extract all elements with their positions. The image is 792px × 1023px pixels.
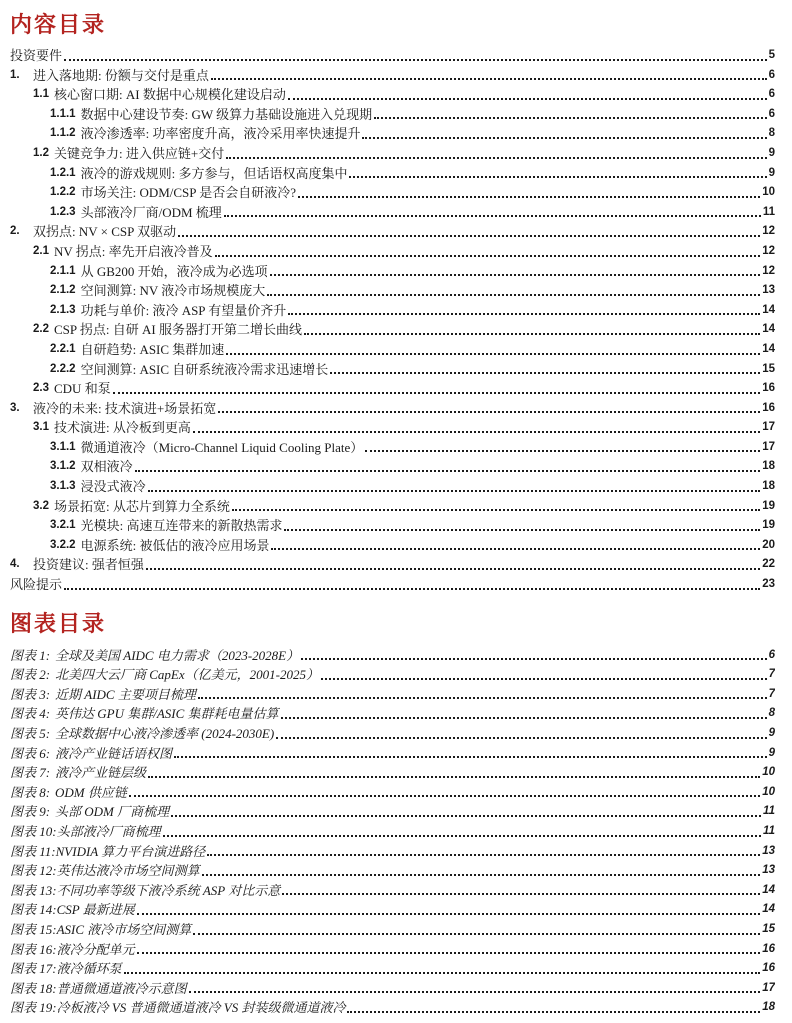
toc-entry-label: 技术演进: 从冷板到更高 — [54, 420, 191, 436]
dot-leader — [347, 1011, 760, 1013]
content-toc-list — [10, 46, 775, 595]
toc-entry-number: 4. — [10, 558, 20, 571]
page-number: 10 — [762, 766, 775, 779]
toc-entry-label: 头部液冷厂商/ODM 梳理 — [80, 204, 222, 220]
figure-entry-title: ASIC 液冷市场空间测算 — [56, 921, 192, 937]
toc-entry-label: 市场关注: ODM/CSP 是否会自研液冷? — [80, 185, 297, 201]
content-toc-entry[interactable] — [10, 46, 775, 66]
toc-entry-number: 2.2.2 — [50, 362, 76, 375]
page-number: 19 — [762, 499, 775, 512]
page-number: 7 — [768, 687, 775, 700]
content-toc-entry[interactable] — [10, 438, 775, 458]
content-toc-entry[interactable] — [10, 575, 775, 595]
figure-entry-title: NVIDIA 算力平台演进路径 — [55, 843, 206, 859]
page-number: 18 — [762, 480, 775, 493]
toc-entry-label: 液冷的未来: 技术演进+场景拓宽 — [33, 400, 217, 416]
toc-entry-number: 1.1.1 — [50, 107, 76, 120]
page-number: 13 — [762, 864, 775, 877]
figure-entry-number: 图表 13: — [10, 882, 57, 898]
figure-entry-number: 图表 4: — [10, 706, 51, 722]
figure-toc-entry[interactable] — [10, 822, 775, 842]
page-number: 14 — [762, 342, 775, 355]
figure-toc-list — [10, 646, 775, 1018]
toc-entry-label: 双相液冷 — [80, 459, 133, 475]
page-number: 12 — [762, 244, 775, 257]
page-number: 14 — [762, 303, 775, 316]
page-number: 6 — [768, 107, 775, 120]
figure-toc-entry[interactable] — [10, 704, 775, 724]
page-number: 13 — [762, 284, 775, 297]
dot-leader — [282, 893, 760, 895]
dot-leader — [198, 697, 767, 699]
toc-entry-number: 2.1.1 — [50, 264, 76, 277]
dot-leader — [137, 952, 761, 954]
toc-entry-label: 数据中心建设节奏: GW 级算力基础设施进入兑现期 — [80, 106, 373, 122]
dot-leader — [174, 756, 767, 758]
page-number: 13 — [762, 844, 775, 857]
figure-entry-number: 图表 16: — [10, 941, 57, 957]
page-number: 8 — [768, 127, 775, 140]
figure-entry-title: 头部液冷厂商梳理 — [56, 823, 161, 839]
figure-entry-title: 冷板液冷 VS 普通微通道液冷 VS 封装级微通道液冷 — [56, 1000, 346, 1016]
content-toc-entry[interactable] — [10, 281, 775, 301]
toc-entry-number: 2.3 — [33, 382, 49, 395]
figure-entry-title: CSP 最新进展 — [56, 902, 135, 918]
toc-entry-number: 3.1.1 — [50, 440, 76, 453]
dot-leader — [207, 854, 760, 856]
figure-entry-title: ODM 供应链 — [55, 784, 127, 800]
figure-toc-entry[interactable] — [10, 900, 775, 920]
toc-entry-label: 风险提示 — [10, 577, 63, 593]
toc-entry-number: 2.1.2 — [50, 284, 76, 297]
dot-leader — [178, 235, 760, 237]
figure-toc-entry[interactable] — [10, 861, 775, 881]
content-toc-entry[interactable] — [10, 536, 775, 556]
toc-entry-label: 浸没式液冷 — [80, 479, 146, 495]
figure-toc-entry[interactable] — [10, 802, 775, 822]
toc-entry-label: 从 GB200 开始，液冷成为必选项 — [80, 263, 268, 279]
content-toc-entry[interactable] — [10, 242, 775, 262]
figure-entry-title: 近期 AIDC 主要项目梳理 — [55, 686, 196, 702]
page-number: 16 — [762, 401, 775, 414]
dot-leader — [330, 372, 760, 374]
dot-leader — [304, 333, 760, 335]
toc-entry-number: 3.1.3 — [50, 480, 76, 493]
page-number: 17 — [762, 440, 775, 453]
dot-leader — [171, 815, 761, 817]
page-number: 14 — [762, 323, 775, 336]
dot-leader — [226, 157, 766, 159]
figure-toc-entry[interactable] — [10, 920, 775, 940]
toc-entry-label: 空间测算: ASIC 自研系统液冷需求迅速增长 — [80, 361, 329, 377]
toc-entry-label: 光模块: 高速互连带来的新散热需求 — [80, 518, 283, 534]
figure-toc-heading: 图表目录 — [10, 610, 107, 636]
dot-leader — [267, 294, 760, 296]
figure-toc-entry[interactable] — [10, 665, 775, 685]
content-toc-entry[interactable] — [10, 262, 775, 282]
page-number: 16 — [762, 382, 775, 395]
toc-entry-number: 2.2.1 — [50, 342, 76, 355]
figure-entry-number: 图表 10: — [10, 823, 57, 839]
page-number: 12 — [762, 225, 775, 238]
dot-leader — [321, 678, 767, 680]
toc-entry-label: CDU 和泵 — [54, 381, 111, 397]
dot-leader — [146, 568, 760, 570]
figure-entry-title: 北美四大云厂商 CapEx（亿美元，2001-2025） — [55, 667, 319, 683]
figure-entry-number: 图表 12: — [10, 863, 57, 879]
toc-entry-label: 双拐点: NV × CSP 双驱动 — [33, 224, 177, 240]
content-toc-entry[interactable] — [10, 477, 775, 497]
dot-leader — [270, 274, 761, 276]
page-number: 23 — [762, 578, 775, 591]
toc-entry-number: 3.2.2 — [50, 538, 76, 551]
page-number: 9 — [768, 146, 775, 159]
toc-entry-number: 2.2 — [33, 323, 49, 336]
dot-leader — [218, 411, 760, 413]
content-toc-entry[interactable] — [10, 222, 775, 242]
figure-entry-title: 英伟达液冷市场空间测算 — [56, 863, 200, 879]
figure-entry-title: 液冷分配单元 — [56, 941, 135, 957]
toc-entry-label: 微通道液冷（Micro-Channel Liquid Cooling Plate） — [80, 439, 364, 455]
figure-toc-entry[interactable] — [10, 724, 775, 744]
dot-leader — [148, 776, 760, 778]
content-toc-heading: 内容目录 — [10, 12, 107, 37]
toc-entry-number: 1.2 — [33, 146, 49, 159]
figure-toc-entry[interactable] — [10, 881, 775, 901]
toc-entry-number: 1.1 — [33, 88, 49, 101]
page-number: 17 — [762, 421, 775, 434]
content-toc-entry[interactable] — [10, 418, 775, 438]
toc-entry-label: 核心窗口期: AI 数据中心规模化建设启动 — [54, 87, 286, 103]
toc-entry-label: 关键竞争力: 进入供应链+交付 — [54, 145, 225, 161]
toc-entry-label: NV 拐点: 率先开启液冷普及 — [54, 243, 213, 259]
figure-entry-number: 图表 18: — [10, 980, 57, 996]
toc-entry-number: 1.2.2 — [50, 186, 76, 199]
page-number: 10 — [762, 785, 775, 798]
page-number: 16 — [762, 942, 775, 955]
toc-entry-label: 功耗与单价: 液冷 ASP 有望量价齐升 — [80, 302, 287, 318]
page-number: 11 — [763, 824, 775, 837]
page-number: 7 — [768, 668, 775, 681]
page-number: 5 — [768, 49, 775, 61]
dot-leader — [193, 431, 760, 433]
toc-entry-number: 2.1 — [33, 244, 49, 257]
figure-entry-number: 图表 2: — [10, 667, 51, 683]
figure-entry-number: 图表 11: — [10, 843, 56, 859]
figure-entry-number: 图表 14: — [10, 902, 57, 918]
content-toc-entry[interactable] — [10, 379, 775, 399]
dot-leader — [298, 196, 760, 198]
figure-toc-entry[interactable] — [10, 744, 775, 764]
figure-entry-title: 全球及美国 AIDC 电力需求（2023-2028E） — [55, 647, 300, 663]
figure-toc-entry[interactable] — [10, 842, 775, 862]
dot-leader — [163, 835, 761, 837]
page-number: 22 — [762, 558, 775, 571]
dot-leader — [301, 658, 766, 660]
dot-leader — [113, 392, 761, 394]
content-toc-entry[interactable] — [10, 66, 775, 86]
content-toc-entry[interactable] — [10, 555, 775, 575]
dot-leader — [64, 59, 767, 61]
page-number: 15 — [762, 362, 775, 375]
dot-leader — [64, 588, 760, 590]
dot-leader — [226, 353, 760, 355]
dot-leader — [281, 717, 767, 719]
dot-leader — [124, 972, 761, 974]
page-number: 17 — [762, 981, 775, 994]
page-number: 14 — [762, 903, 775, 916]
figure-toc-entry[interactable] — [10, 979, 775, 999]
figure-entry-title: 普通微通道液冷示意图 — [56, 980, 187, 996]
page-number: 9 — [768, 727, 775, 739]
dot-leader — [129, 795, 760, 797]
figure-entry-number: 图表 1: — [10, 647, 51, 663]
page-number: 12 — [762, 264, 775, 277]
dot-leader — [189, 991, 761, 993]
content-toc-entry[interactable] — [10, 164, 775, 184]
figure-toc-entry[interactable] — [10, 763, 775, 783]
page-number: 6 — [768, 648, 775, 661]
figure-entry-number: 图表 17: — [10, 961, 57, 977]
figure-toc-entry[interactable] — [10, 959, 775, 979]
toc-entry-number: 1.2.1 — [50, 166, 76, 179]
toc-entry-number: 1. — [10, 68, 20, 81]
page-number: 9 — [768, 746, 775, 759]
figure-entry-number: 图表 3: — [10, 686, 51, 702]
content-toc-entry[interactable] — [10, 85, 775, 105]
content-toc-entry[interactable] — [10, 516, 775, 536]
figure-entry-number: 图表 19: — [10, 1000, 57, 1016]
toc-entry-number: 3.2.1 — [50, 519, 76, 532]
page-number: 15 — [762, 922, 775, 935]
dot-leader — [224, 215, 761, 217]
toc-entry-number: 2. — [10, 225, 20, 238]
toc-entry-label: 投资建议: 强者恒强 — [33, 557, 144, 573]
dot-leader — [284, 529, 760, 531]
dot-leader — [193, 933, 760, 935]
figure-entry-title: 液冷产业链层级 — [55, 765, 147, 781]
toc-entry-label: 自研趋势: ASIC 集群加速 — [80, 341, 225, 357]
content-toc-entry[interactable] — [10, 457, 775, 477]
page-number: 11 — [762, 205, 775, 218]
figure-toc-entry[interactable] — [10, 998, 775, 1018]
figure-entry-number: 图表 9: — [10, 804, 51, 820]
content-toc-entry[interactable] — [10, 360, 775, 380]
page-number: 19 — [762, 519, 775, 532]
toc-entry-number: 1.1.2 — [50, 127, 76, 140]
dot-leader — [276, 737, 766, 739]
dot-leader — [362, 137, 766, 139]
dot-leader — [288, 313, 760, 315]
page-number: 16 — [762, 962, 775, 975]
dot-leader — [137, 913, 760, 915]
dot-leader — [148, 490, 761, 492]
page-number: 6 — [768, 88, 775, 101]
toc-entry-label: 投资要件 — [10, 48, 63, 63]
toc-entry-label: 空间测算: NV 液冷市场规模庞大 — [80, 283, 266, 299]
page-number: 18 — [762, 1001, 775, 1014]
page-number: 20 — [762, 538, 775, 551]
toc-entry-number: 3.1 — [33, 421, 49, 434]
toc-entry-label: 液冷的游戏规则: 多方参与，但话语权高度集中 — [80, 165, 348, 181]
toc-entry-number: 3.2 — [33, 499, 49, 512]
page-number: 6 — [768, 68, 775, 81]
content-toc-entry[interactable] — [10, 124, 775, 144]
toc-entry-number: 2.1.3 — [50, 303, 76, 316]
dot-leader — [211, 78, 767, 80]
figure-entry-number: 图表 8: — [10, 784, 51, 800]
figure-entry-number: 图表 5: — [10, 726, 51, 741]
content-toc-entry[interactable] — [10, 340, 775, 360]
content-toc-entry[interactable] — [10, 105, 775, 125]
figure-entry-title: 全球数据中心液冷渗透率 (2024-2030E) — [55, 726, 275, 741]
figure-toc-entry[interactable] — [10, 685, 775, 705]
toc-entry-number: 3. — [10, 401, 20, 414]
dot-leader — [232, 509, 760, 511]
figure-entry-title: 头部 ODM 厂商梳理 — [55, 804, 170, 820]
page-number: 18 — [762, 460, 775, 473]
toc-entry-label: 液冷渗透率: 功率密度升高，液冷采用率快速提升 — [80, 126, 361, 142]
figure-entry-title: 液冷循环泵 — [56, 961, 122, 977]
figure-entry-title: 液冷产业链话语权图 — [55, 745, 173, 761]
toc-entry-label: 进入落地期: 份额与交付是重点 — [33, 67, 209, 83]
page-number: 8 — [768, 707, 775, 720]
page-number: 10 — [762, 186, 775, 199]
content-toc-entry[interactable] — [10, 183, 775, 203]
content-toc-entry[interactable] — [10, 399, 775, 419]
figure-entry-number: 图表 7: — [10, 765, 51, 781]
figure-toc-entry[interactable] — [10, 940, 775, 960]
dot-leader — [271, 548, 760, 550]
toc-entry-number: 1.2.3 — [50, 205, 76, 218]
toc-entry-label: 电源系统: 被低估的液冷应用场景 — [80, 537, 270, 553]
content-toc-entry[interactable] — [10, 497, 775, 517]
figure-toc-entry[interactable] — [10, 646, 775, 666]
dot-leader — [374, 117, 766, 119]
page-number: 14 — [762, 883, 775, 896]
content-toc-entry[interactable] — [10, 301, 775, 321]
figure-toc-entry[interactable] — [10, 783, 775, 803]
content-toc-entry[interactable] — [10, 203, 775, 223]
dot-leader — [215, 255, 761, 257]
toc-entry-label: CSP 拐点: 自研 AI 服务器打开第二增长曲线 — [54, 322, 302, 338]
dot-leader — [349, 176, 766, 178]
toc-entry-number: 3.1.2 — [50, 460, 76, 473]
content-toc-entry[interactable] — [10, 144, 775, 164]
figure-entry-title: 英伟达 GPU 集群/ASIC 集群耗电量估算 — [55, 706, 279, 722]
dot-leader — [365, 450, 760, 452]
dot-leader — [288, 98, 767, 100]
page-number: 9 — [768, 166, 775, 179]
figure-entry-number: 图表 6: — [10, 745, 51, 761]
page-number: 11 — [763, 805, 775, 818]
figure-entry-title: 不同功率等级下液冷系统 ASP 对比示意 — [56, 882, 281, 898]
figure-entry-number: 图表 15: — [10, 921, 57, 937]
toc-entry-label: 场景拓宽: 从芯片到算力全系统 — [54, 498, 230, 514]
dot-leader — [202, 874, 761, 876]
dot-leader — [135, 470, 761, 472]
content-toc-entry[interactable] — [10, 320, 775, 340]
